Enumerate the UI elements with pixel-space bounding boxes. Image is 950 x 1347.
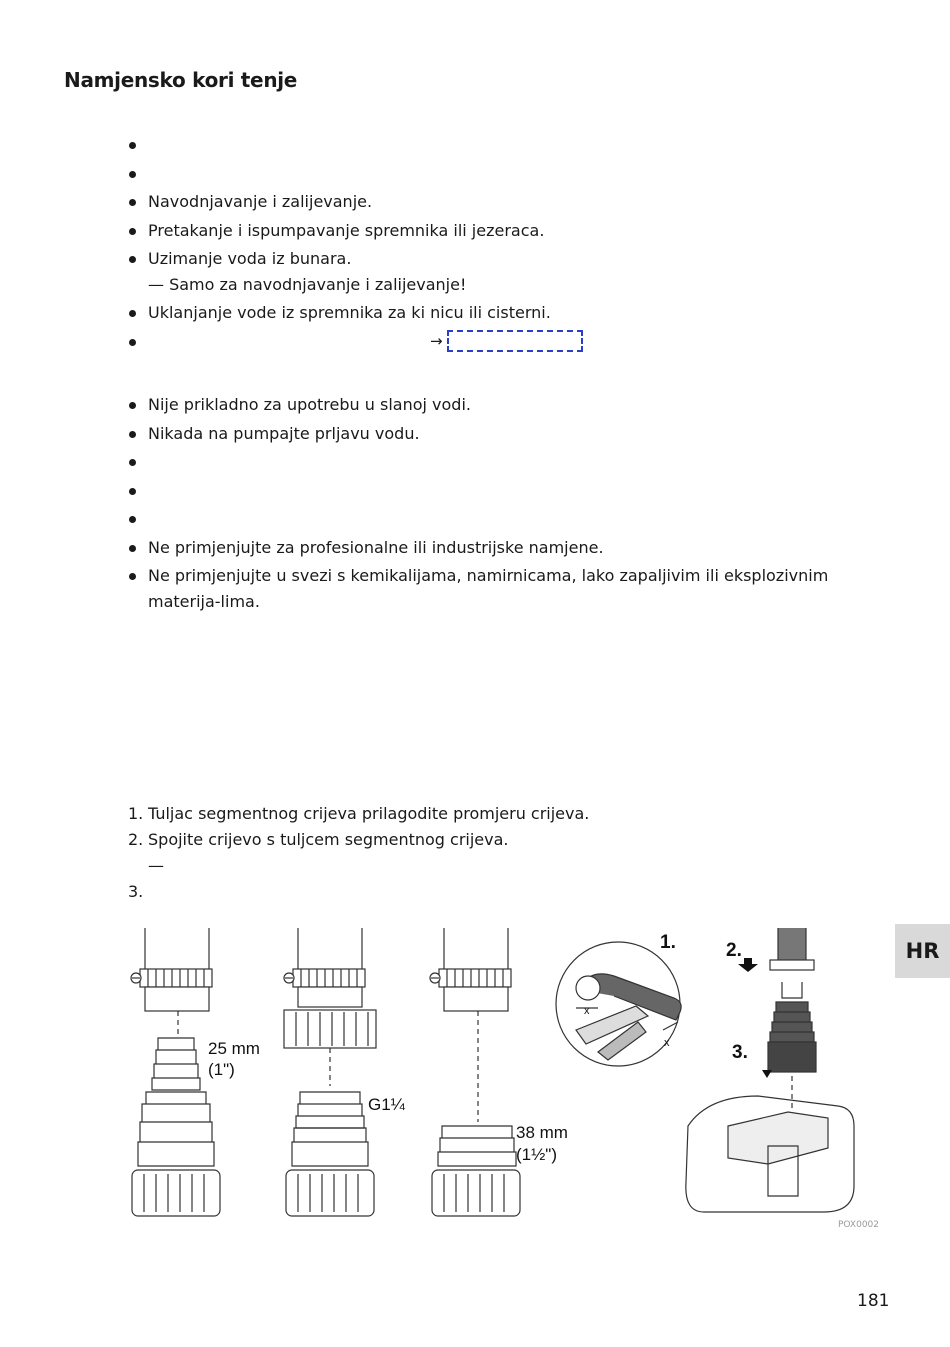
size-label-25mm: 25 mm (208, 1039, 260, 1058)
bullet-icon (129, 228, 136, 235)
list-item: Navodnjavanje i zalijevanje. (128, 189, 868, 215)
x-label: x (584, 1005, 590, 1017)
bullet-icon (129, 171, 136, 178)
size-label-1in: (1") (208, 1060, 235, 1079)
bullet-icon (129, 402, 136, 409)
list-item: Nikada na pumpajte prljavu vodu. (128, 421, 868, 447)
restrictions-list (128, 392, 868, 618)
bullet-icon (129, 310, 136, 317)
bullet-icon (129, 142, 136, 149)
bullet-icon (129, 488, 136, 495)
size-label-1half-in: (1½") (516, 1145, 557, 1164)
list-item: Ne primjenjujte za profesionalne ili industrijske namjene. (128, 535, 868, 561)
step-item: 1. Tuljac segmentnog crijeva prilagodite promjeru crijeva. (128, 804, 590, 823)
step-item: 3. (128, 882, 144, 901)
hose-cut-detail (556, 942, 681, 1066)
connector-25mm (131, 928, 220, 1216)
bullet-icon (129, 459, 136, 466)
reference-arrow-icon: → (430, 332, 443, 350)
list-item (128, 161, 868, 187)
bullet-icon (129, 256, 136, 263)
step-1-label: 1. (660, 932, 676, 953)
list-item: Ne primjenjujte u svezi s kemikalijama, namirnicama, lako zapaljivim ili eksplozivnim materija-lima. (128, 563, 868, 615)
intended-use-list (128, 132, 868, 357)
list-item (128, 478, 868, 504)
figure-code: POX0002 (838, 1220, 880, 1230)
list-item: Uklanjanje vode iz spremnika za ki nicu ili cisterni. (128, 300, 868, 326)
arrow-down-icon (762, 1070, 772, 1078)
cross-reference-link[interactable] (447, 330, 583, 352)
bullet-icon (129, 339, 136, 346)
size-label-38mm: 38 mm (516, 1123, 568, 1142)
step-item: — (148, 856, 164, 875)
bullet-icon (129, 573, 136, 580)
connector-g1-quarter (284, 928, 376, 1216)
step-item: 2. Spojite crijevo s tuljcem segmentnog crijeva. (128, 830, 509, 849)
size-label-g1quarter: G1¼ (368, 1095, 405, 1114)
list-item (128, 449, 868, 475)
step-3-label: 3. (732, 1042, 748, 1063)
bullet-icon (129, 516, 136, 523)
bullet-icon (129, 199, 136, 206)
list-item (128, 132, 868, 158)
list-item: Pretakanje i ispumpavanje spremnika ili jezeraca. (128, 218, 868, 244)
hose-connection-figure (128, 926, 858, 1218)
list-item: Uzimanje voda iz bunara. (128, 246, 868, 272)
step-2-label: 2. (726, 940, 742, 961)
page-number: 181 (857, 1291, 890, 1311)
language-tab: HR (895, 924, 950, 978)
connector-38mm (430, 928, 520, 1216)
x-label: x (664, 1037, 670, 1049)
steps-list (128, 801, 589, 905)
bullet-icon (129, 545, 136, 552)
sub-note: — Samo za navodnjavanje i zalijevanje! (148, 275, 467, 294)
page-title: Namjensko kori tenje (64, 68, 298, 92)
list-item (128, 506, 868, 532)
bullet-icon (129, 431, 136, 438)
list-item: Nije prikladno za upotrebu u slanoj vodi. (128, 392, 868, 418)
